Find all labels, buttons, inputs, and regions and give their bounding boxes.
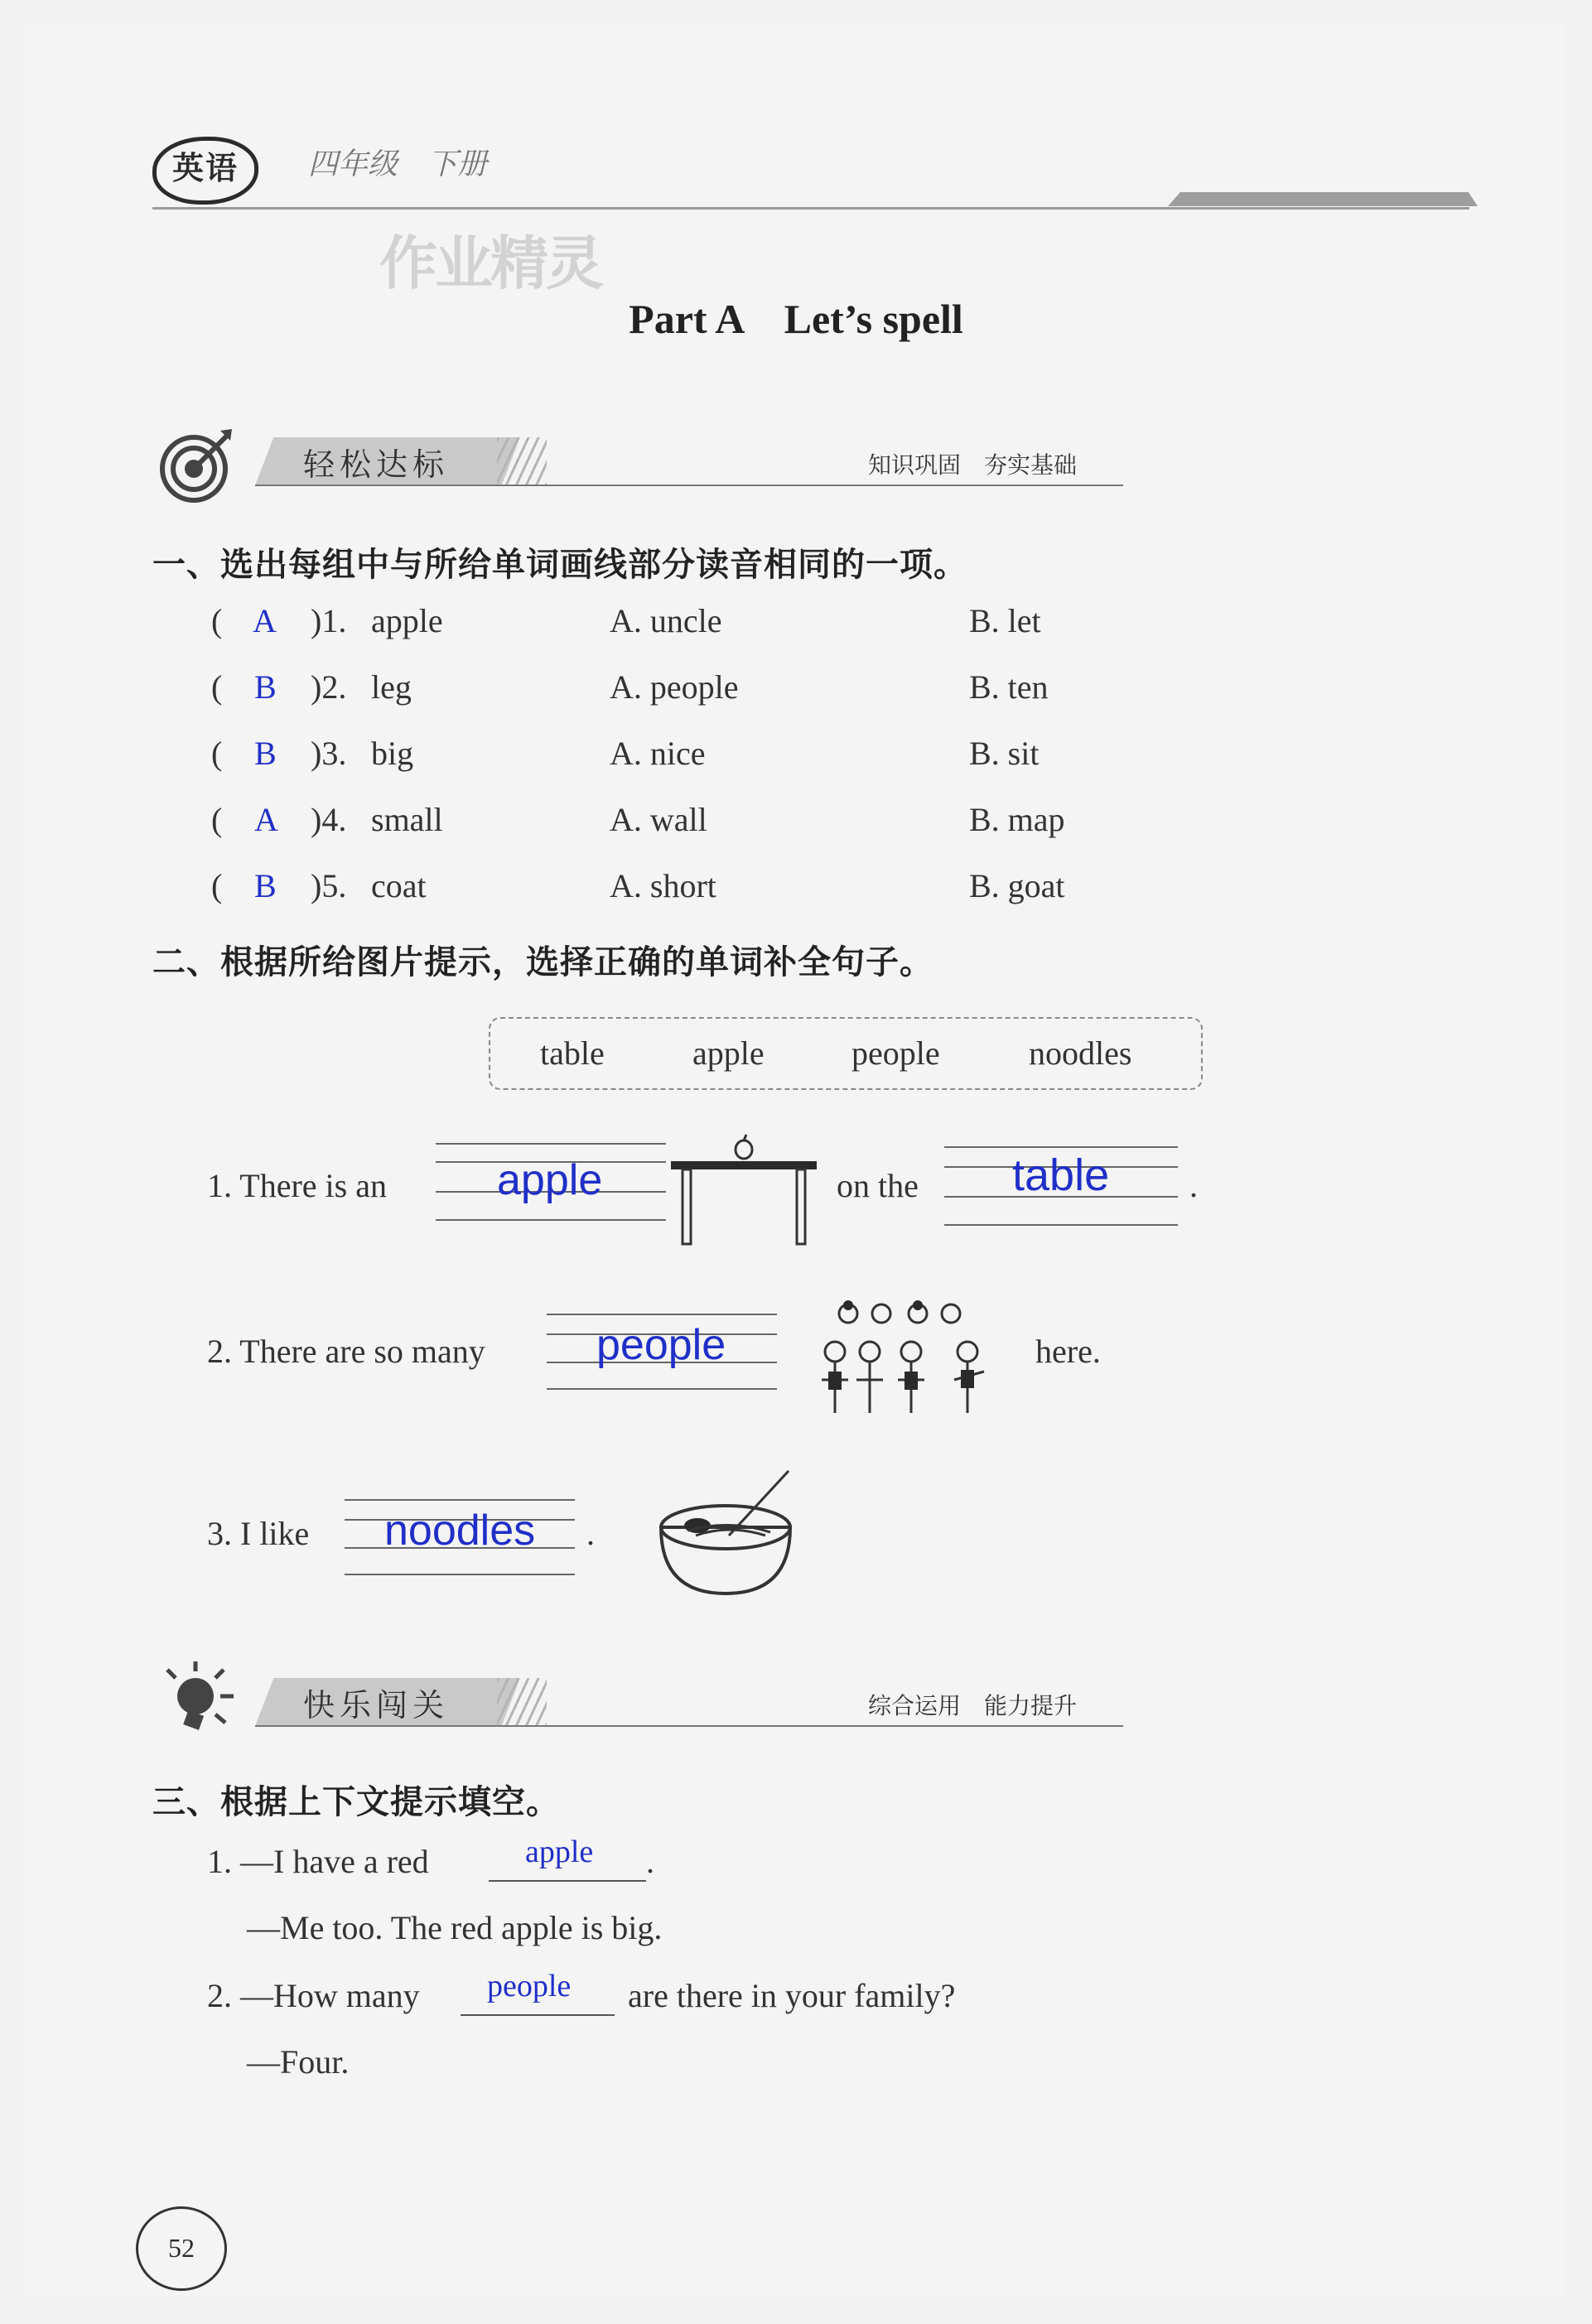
question-number: )5. <box>311 867 347 904</box>
q3-heading: 三、根据上下文提示填空。 <box>152 1783 560 1821</box>
section1-underline <box>255 485 1123 486</box>
answer-letter: A <box>253 602 277 639</box>
noodle-bowl-illustration <box>654 1469 798 1602</box>
sentence-1-start: 1. There is an <box>207 1167 387 1204</box>
answer-letter: A <box>254 801 278 838</box>
option-b: B. map <box>969 801 1065 838</box>
question-number: )3. <box>311 735 347 772</box>
sentence-1-middle: on the <box>837 1167 919 1204</box>
answer-people-2: people <box>487 1969 572 2003</box>
question-number: )2. <box>311 668 347 706</box>
table-apple-illustration <box>668 1133 820 1249</box>
option-b: B. goat <box>969 867 1065 904</box>
dialogue-1-reply: —Me too. The red apple is big. <box>247 1909 663 1946</box>
section2-tag: 综合运用 能力提升 <box>868 1692 1078 1719</box>
list-item: ( <box>211 867 223 904</box>
question-word: small <box>371 801 443 838</box>
answer-letter: B <box>254 867 277 904</box>
question-word: coat <box>371 867 427 904</box>
answer-table: table <box>1012 1150 1110 1200</box>
word-bank-item: apple <box>692 1034 765 1072</box>
option-b: B. sit <box>969 735 1040 772</box>
option-b: B. let <box>969 602 1041 639</box>
sentence-2-end: here. <box>1035 1333 1101 1370</box>
option-a: A. nice <box>610 735 706 772</box>
watermark: 作业精灵 <box>379 229 601 297</box>
answer-apple: apple <box>497 1156 603 1204</box>
header-bar <box>1168 192 1478 206</box>
target-icon <box>157 427 234 504</box>
option-a: A. wall <box>610 801 707 838</box>
banner-stripes <box>497 1678 547 1726</box>
answer-people: people <box>596 1321 726 1369</box>
dialogue-1-end: . <box>646 1843 654 1880</box>
section1-banner-label: 轻松达标 <box>303 446 450 483</box>
answer-apple-2: apple <box>525 1835 594 1869</box>
section1-tag: 知识巩固 夯实基础 <box>868 451 1078 479</box>
people-illustration <box>818 1297 999 1420</box>
section2-underline <box>255 1725 1123 1727</box>
option-b: B. ten <box>969 668 1049 706</box>
sentence-2-start: 2. There are so many <box>207 1333 485 1370</box>
answer-noodles: noodles <box>384 1507 536 1555</box>
question-number: )1. <box>311 602 347 639</box>
list-item: ( <box>211 801 223 838</box>
header-divider <box>152 207 1469 210</box>
section2-banner-label: 快乐闯关 <box>303 1687 450 1724</box>
sentence-3-end: . <box>586 1515 595 1552</box>
word-bank-item: people <box>851 1034 940 1072</box>
dialogue-1-line: 1. —I have a red <box>207 1843 429 1880</box>
subject-badge: 英语 <box>152 137 258 205</box>
page-number: 52 <box>136 2206 227 2291</box>
dialogue-2-end: are there in your family? <box>628 1977 956 2014</box>
question-word: big <box>371 735 414 772</box>
page-title: Part A Let’s spell <box>629 296 963 342</box>
word-bank <box>489 1017 1203 1090</box>
dialogue-2-line: 2. —How many <box>207 1977 420 2014</box>
grade-label: 四年级 下册 <box>308 147 488 181</box>
list-item: ( <box>211 602 223 639</box>
banner-stripes <box>497 437 547 485</box>
option-a: A. short <box>610 867 716 904</box>
list-item: ( <box>211 735 223 772</box>
question-word: apple <box>371 602 443 639</box>
q2-heading: 二、根据所给图片提示，选择正确的单词补全句子。 <box>152 943 933 981</box>
answer-letter: B <box>254 735 277 772</box>
option-a: A. uncle <box>610 602 722 639</box>
word-bank-item: noodles <box>1029 1034 1132 1072</box>
sentence-1-end: . <box>1189 1167 1198 1204</box>
answer-letter: B <box>254 668 277 706</box>
sentence-3-start: 3. I like <box>207 1515 310 1552</box>
question-word: leg <box>371 668 412 706</box>
question-number: )4. <box>311 801 347 838</box>
q1-heading: 一、选出每组中与所给单词画线部分读音相同的一项。 <box>152 546 967 584</box>
dialogue-2-reply: —Four. <box>247 2043 350 2081</box>
list-item: ( <box>211 668 223 706</box>
option-a: A. people <box>610 668 739 706</box>
word-bank-item: table <box>540 1034 605 1072</box>
lightbulb-icon <box>162 1660 239 1736</box>
